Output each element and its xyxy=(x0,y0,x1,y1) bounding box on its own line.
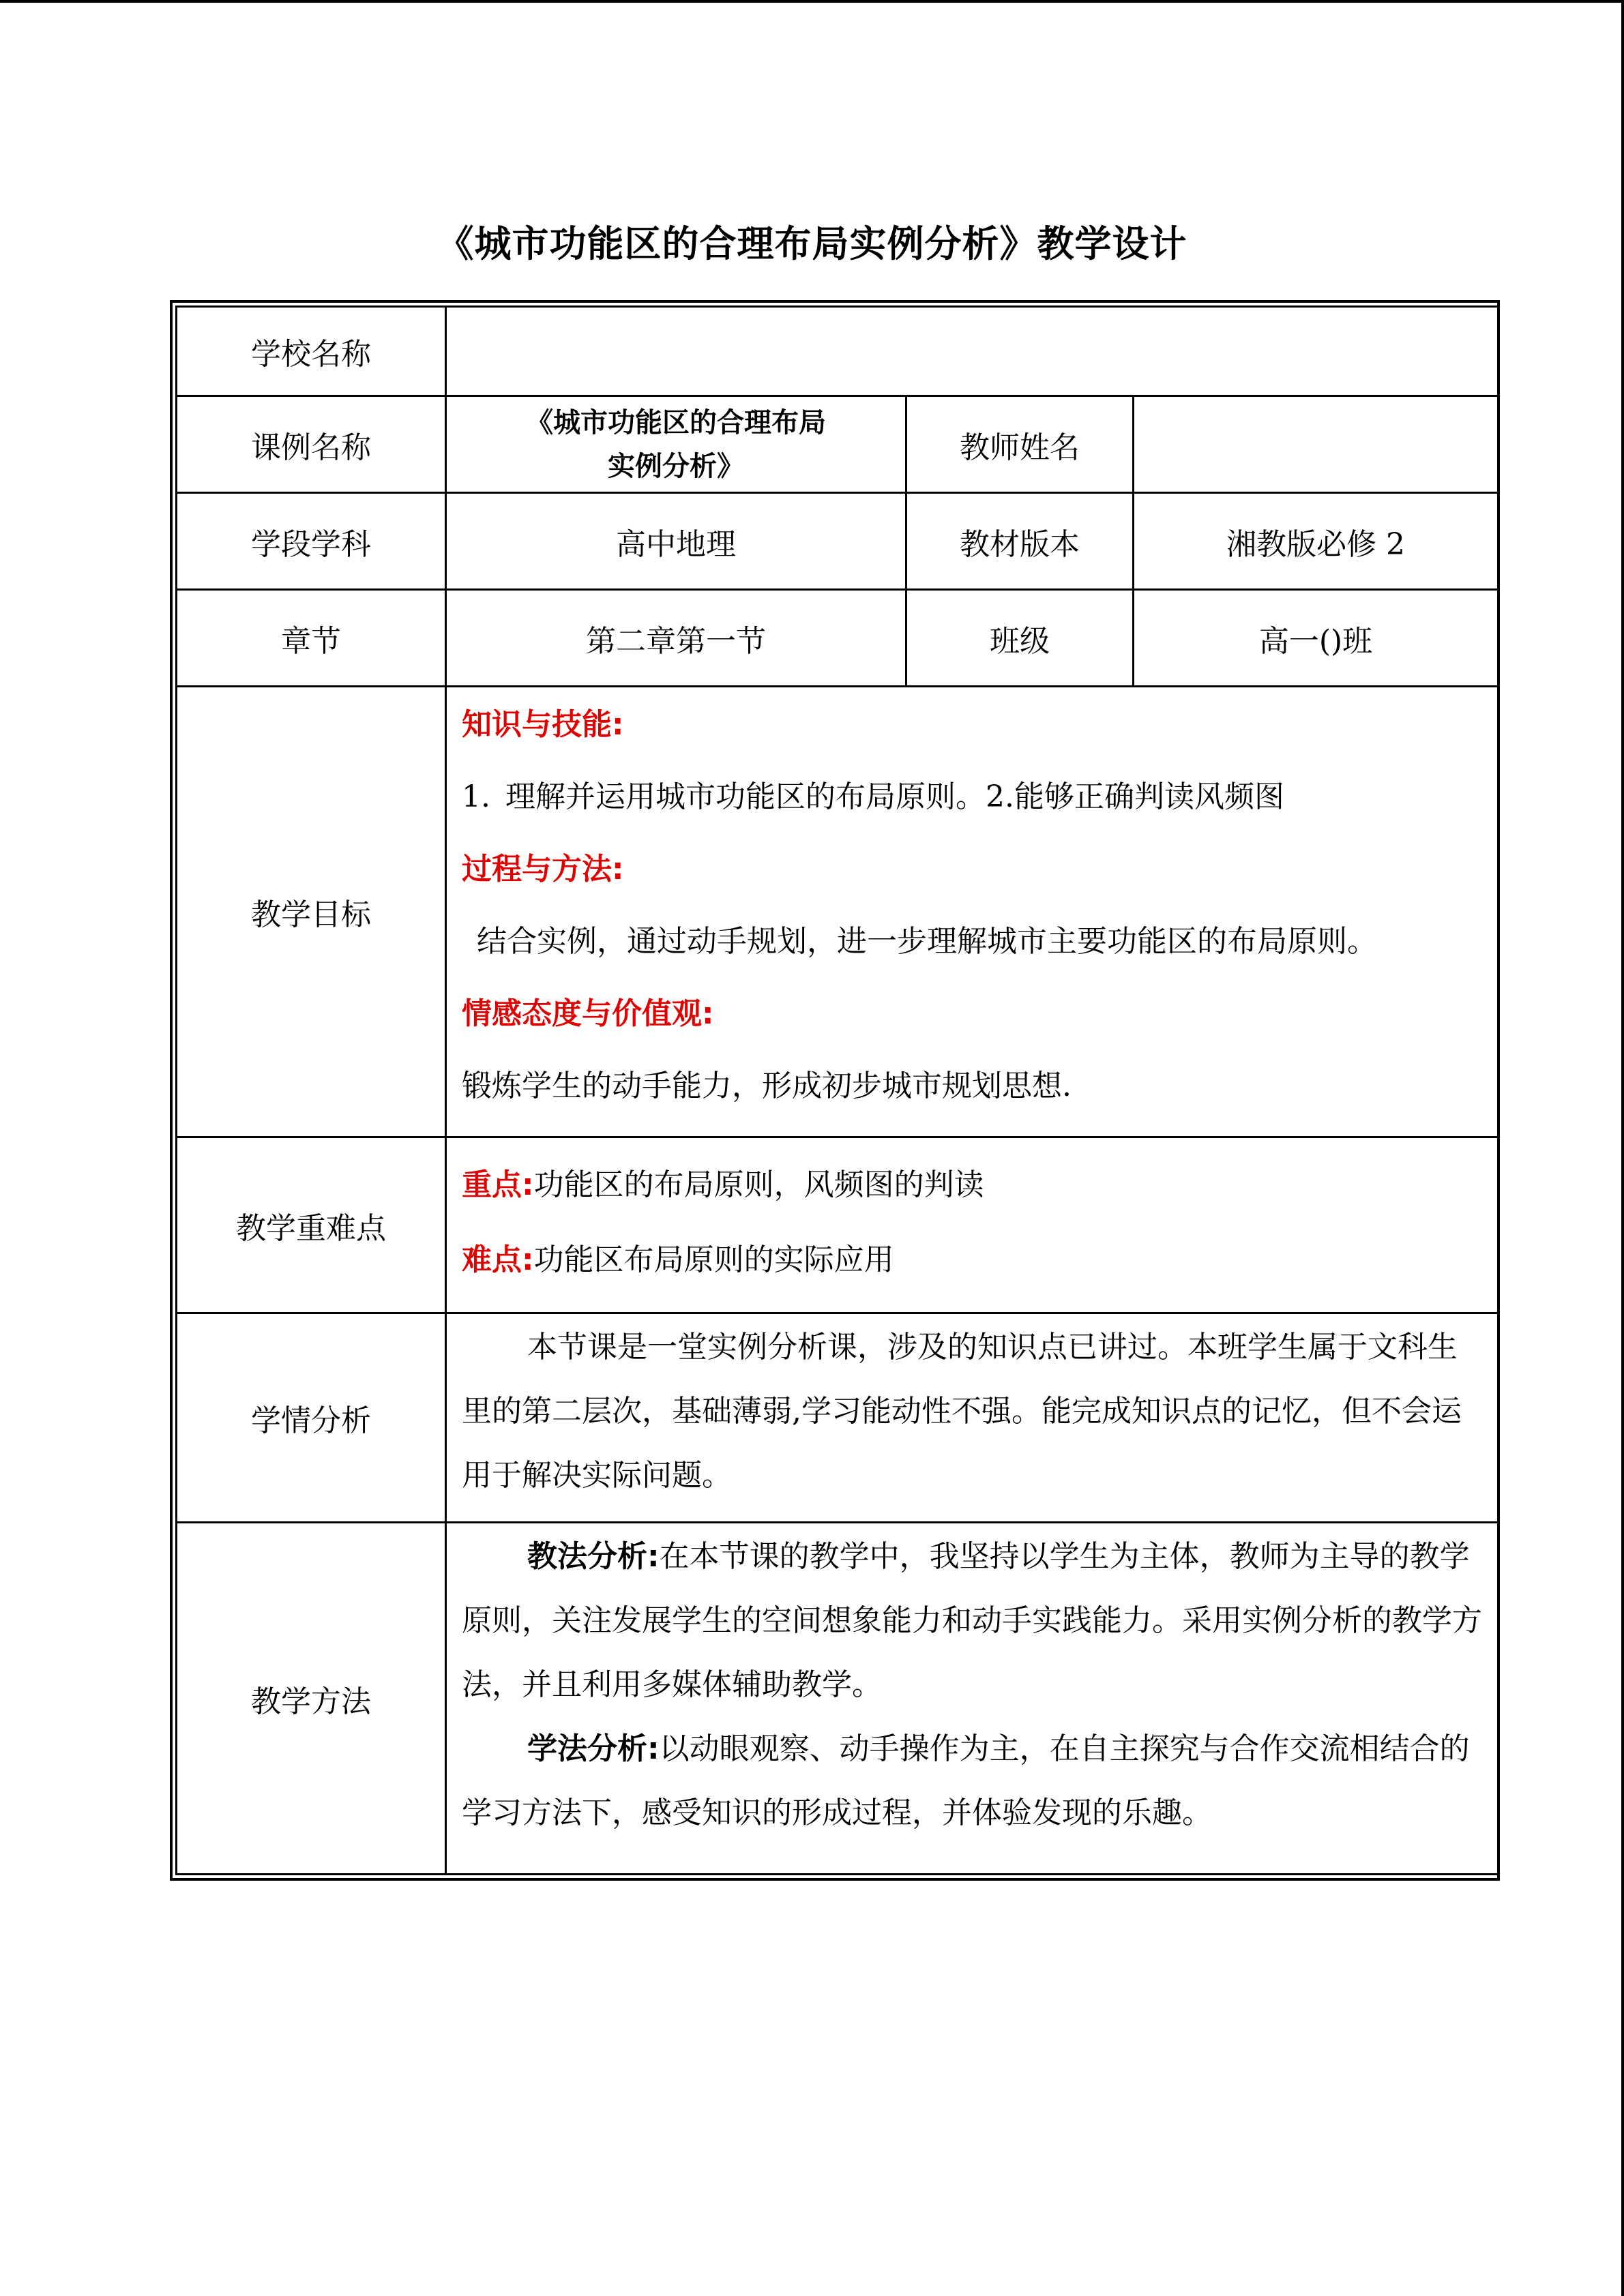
row-course xyxy=(177,396,1498,493)
class-value: 高一()班 xyxy=(1134,590,1498,687)
objectives-label: 教学目标 xyxy=(177,687,446,1137)
course-label: 课例名称 xyxy=(177,396,446,493)
teacher-label: 教师姓名 xyxy=(906,396,1134,493)
textbook-label: 教材版本 xyxy=(906,493,1134,590)
row-school xyxy=(177,307,1498,396)
objective-emotion-heading: 情感态度与价值观: xyxy=(462,996,714,1031)
analysis-text: 本节课是一堂实例分析课，涉及的知识点已讲过。本班学生属于文科生里的第二层次，基础薄弱,学习能动性不强。能完成知识点的记忆，但不会运用于解决实际问题。 xyxy=(462,1330,1462,1493)
lesson-plan-table-frame xyxy=(170,300,1500,1881)
method-teaching xyxy=(462,1525,1483,1717)
method-teaching-text: 在本节课的教学中，我坚持以学生为主体，教师为主导的教学原则，关注发展学生的空间想象能力和动手实践能力。采用实例分析的教学方法，并且利用多媒体辅助教学。 xyxy=(462,1539,1482,1702)
objective-process-heading: 过程与方法: xyxy=(462,852,624,886)
chapter-label: 章节 xyxy=(177,590,446,687)
lesson-plan-table xyxy=(175,305,1499,1875)
methods-content xyxy=(446,1523,1498,1875)
method-learning xyxy=(462,1717,1483,1845)
objective-knowledge-body: 理解并运用城市功能区的布局原则。2.能够正确判读风频图 xyxy=(505,779,1284,814)
chapter-value: 第二章第一节 xyxy=(446,590,906,687)
keypoints-label: 教学重难点 xyxy=(177,1137,446,1313)
school-label: 学校名称 xyxy=(177,307,446,396)
method-teaching-label: 教法分析: xyxy=(527,1539,660,1574)
stage-label: 学段学科 xyxy=(177,493,446,590)
teacher-value xyxy=(1134,396,1498,493)
objective-knowledge-text xyxy=(462,761,1483,833)
keypoint-difficult-text: 功能区布局原则的实际应用 xyxy=(533,1242,894,1277)
textbook-value: 湘教版必修 2 xyxy=(1134,493,1498,590)
method-learning-label: 学法分析: xyxy=(527,1731,660,1766)
page-top-border xyxy=(0,0,1624,3)
page-right-border xyxy=(1621,0,1624,2296)
keypoint-difficult-label: 难点: xyxy=(462,1242,534,1277)
methods-label: 教学方法 xyxy=(177,1523,446,1875)
keypoints-content xyxy=(446,1137,1498,1313)
objective-knowledge-number: 1. xyxy=(462,779,490,814)
row-keypoints xyxy=(177,1137,1498,1313)
course-value-line1: 《城市功能区的合理布局 xyxy=(526,406,826,438)
course-value-line2: 实例分析》 xyxy=(608,450,744,482)
objective-process-body: 结合实例，通过动手规划，进一步理解城市主要功能区的布局原则。 xyxy=(477,924,1377,959)
analysis-label: 学情分析 xyxy=(177,1313,446,1523)
row-chapter xyxy=(177,590,1498,687)
objectives-content xyxy=(446,687,1498,1137)
objective-knowledge-heading: 知识与技能: xyxy=(462,707,624,742)
row-methods xyxy=(177,1523,1498,1875)
method-learning-text: 以动眼观察、动手操作为主，在自主探究与合作交流相结合的学习方法下，感受知识的形成过程，并体验发现的乐趣。 xyxy=(462,1731,1470,1830)
course-value xyxy=(446,396,906,493)
stage-value: 高中地理 xyxy=(446,493,906,590)
class-label: 班级 xyxy=(906,590,1134,687)
keypoint-important xyxy=(462,1148,1483,1223)
keypoint-difficult xyxy=(462,1223,1483,1298)
keypoint-important-label: 重点: xyxy=(462,1167,534,1202)
school-value xyxy=(446,307,1498,396)
objective-emotion-text: 锻炼学生的动手能力，形成初步城市规划思想. xyxy=(462,1069,1072,1103)
analysis-content xyxy=(446,1313,1498,1523)
document-title: 《城市功能区的合理布局实例分析》教学设计 xyxy=(437,222,1187,265)
objective-process-text xyxy=(462,906,1483,978)
row-objectives xyxy=(177,687,1498,1137)
row-stage xyxy=(177,493,1498,590)
row-analysis xyxy=(177,1313,1498,1523)
keypoint-important-text: 功能区的布局原则，风频图的判读 xyxy=(533,1167,984,1202)
